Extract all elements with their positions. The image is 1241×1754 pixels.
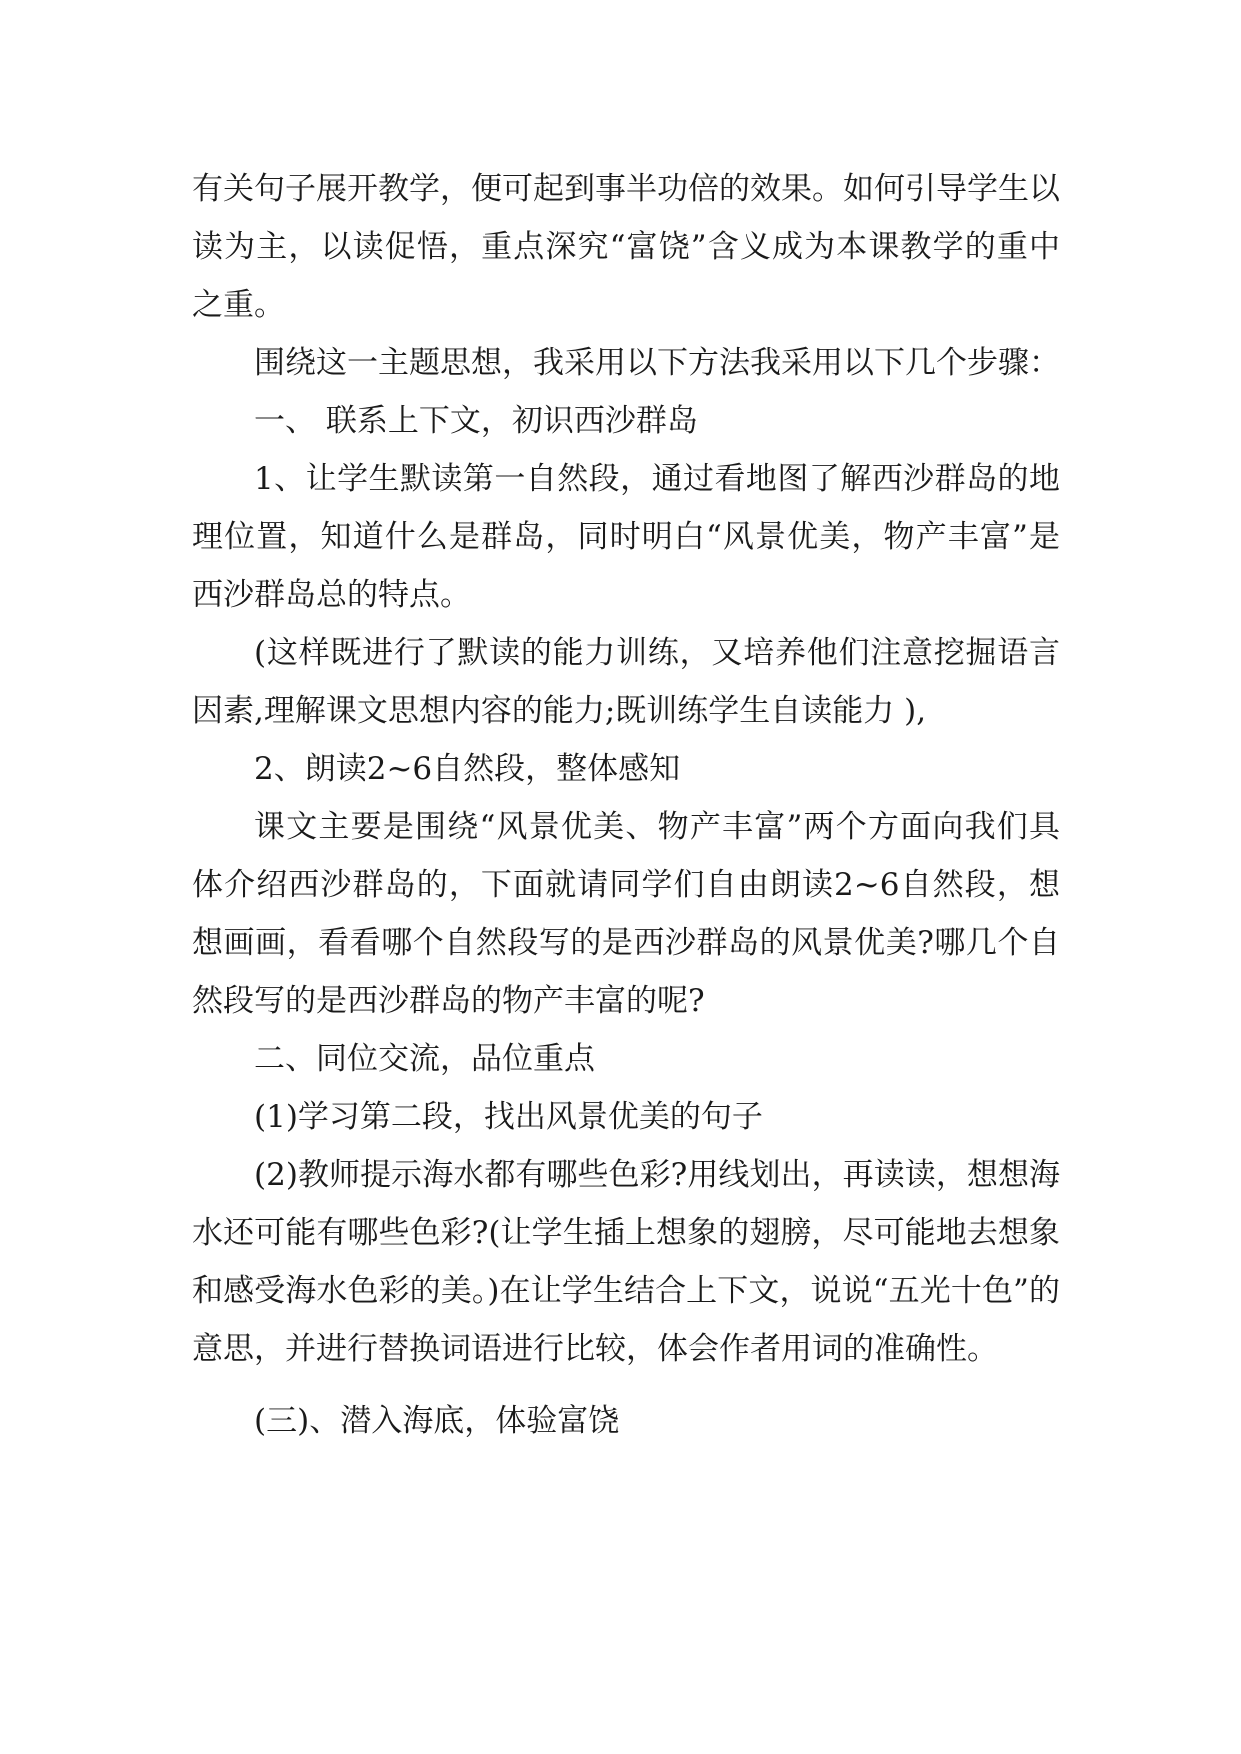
paragraph-method: 围绕这一主题思想，我采用以下方法我采用以下几个步骤： [254,345,1060,381]
paragraph-item-2: (2)教师提示海水都有哪些色彩?用线划出，再读读，想想海水还可能有哪些色彩?(让学生插上想象的翅膀，尽可能地去想象和感受海水色彩的美。)在让学生结合上下文，说说“五光十色”的意思，并进行替换词语进行比较，体会作者用词的准确性。 [192,1157,1060,1367]
section-heading-three: (三)、潜入海底，体验富饶 [254,1403,620,1439]
paragraph-item-1: (1)学习第二段，找出风景优美的句子 [254,1099,763,1135]
section-heading-one: 一、 联系上下文，初识西沙群岛 [254,403,698,439]
paragraph-note: (这样既进行了默读的能力训练，又培养他们注意挖掘语言因素,理解课文思想内容的能力;既训练学生自读能力 ), [192,635,1060,729]
paragraph-overview: 课文主要是围绕“风景优美、物产丰富”两个方面向我们具体介绍西沙群岛的，下面就请同学们自由朗读2~6自然段，想想画画，看看哪个自然段写的是西沙群岛的风景优美?哪几个自然段写的是西沙群岛的物产丰富的呢? [192,809,1060,1019]
section-heading-two: 二、同位交流，品位重点 [254,1041,595,1077]
paragraph-step-2: 2、朗读2~6自然段，整体感知 [254,751,681,787]
document-body [192,160,1060,1450]
paragraph-step-1: 1、让学生默读第一自然段，通过看地图了解西沙群岛的地理位置，知道什么是群岛，同时明白“风景优美，物产丰富”是西沙群岛总的特点。 [192,461,1060,613]
paragraph-intro: 有关句子展开教学，便可起到事半功倍的效果。如何引导学生以读为主，以读促悟，重点深究“富饶”含义成为本课教学的重中之重。 [192,171,1060,323]
